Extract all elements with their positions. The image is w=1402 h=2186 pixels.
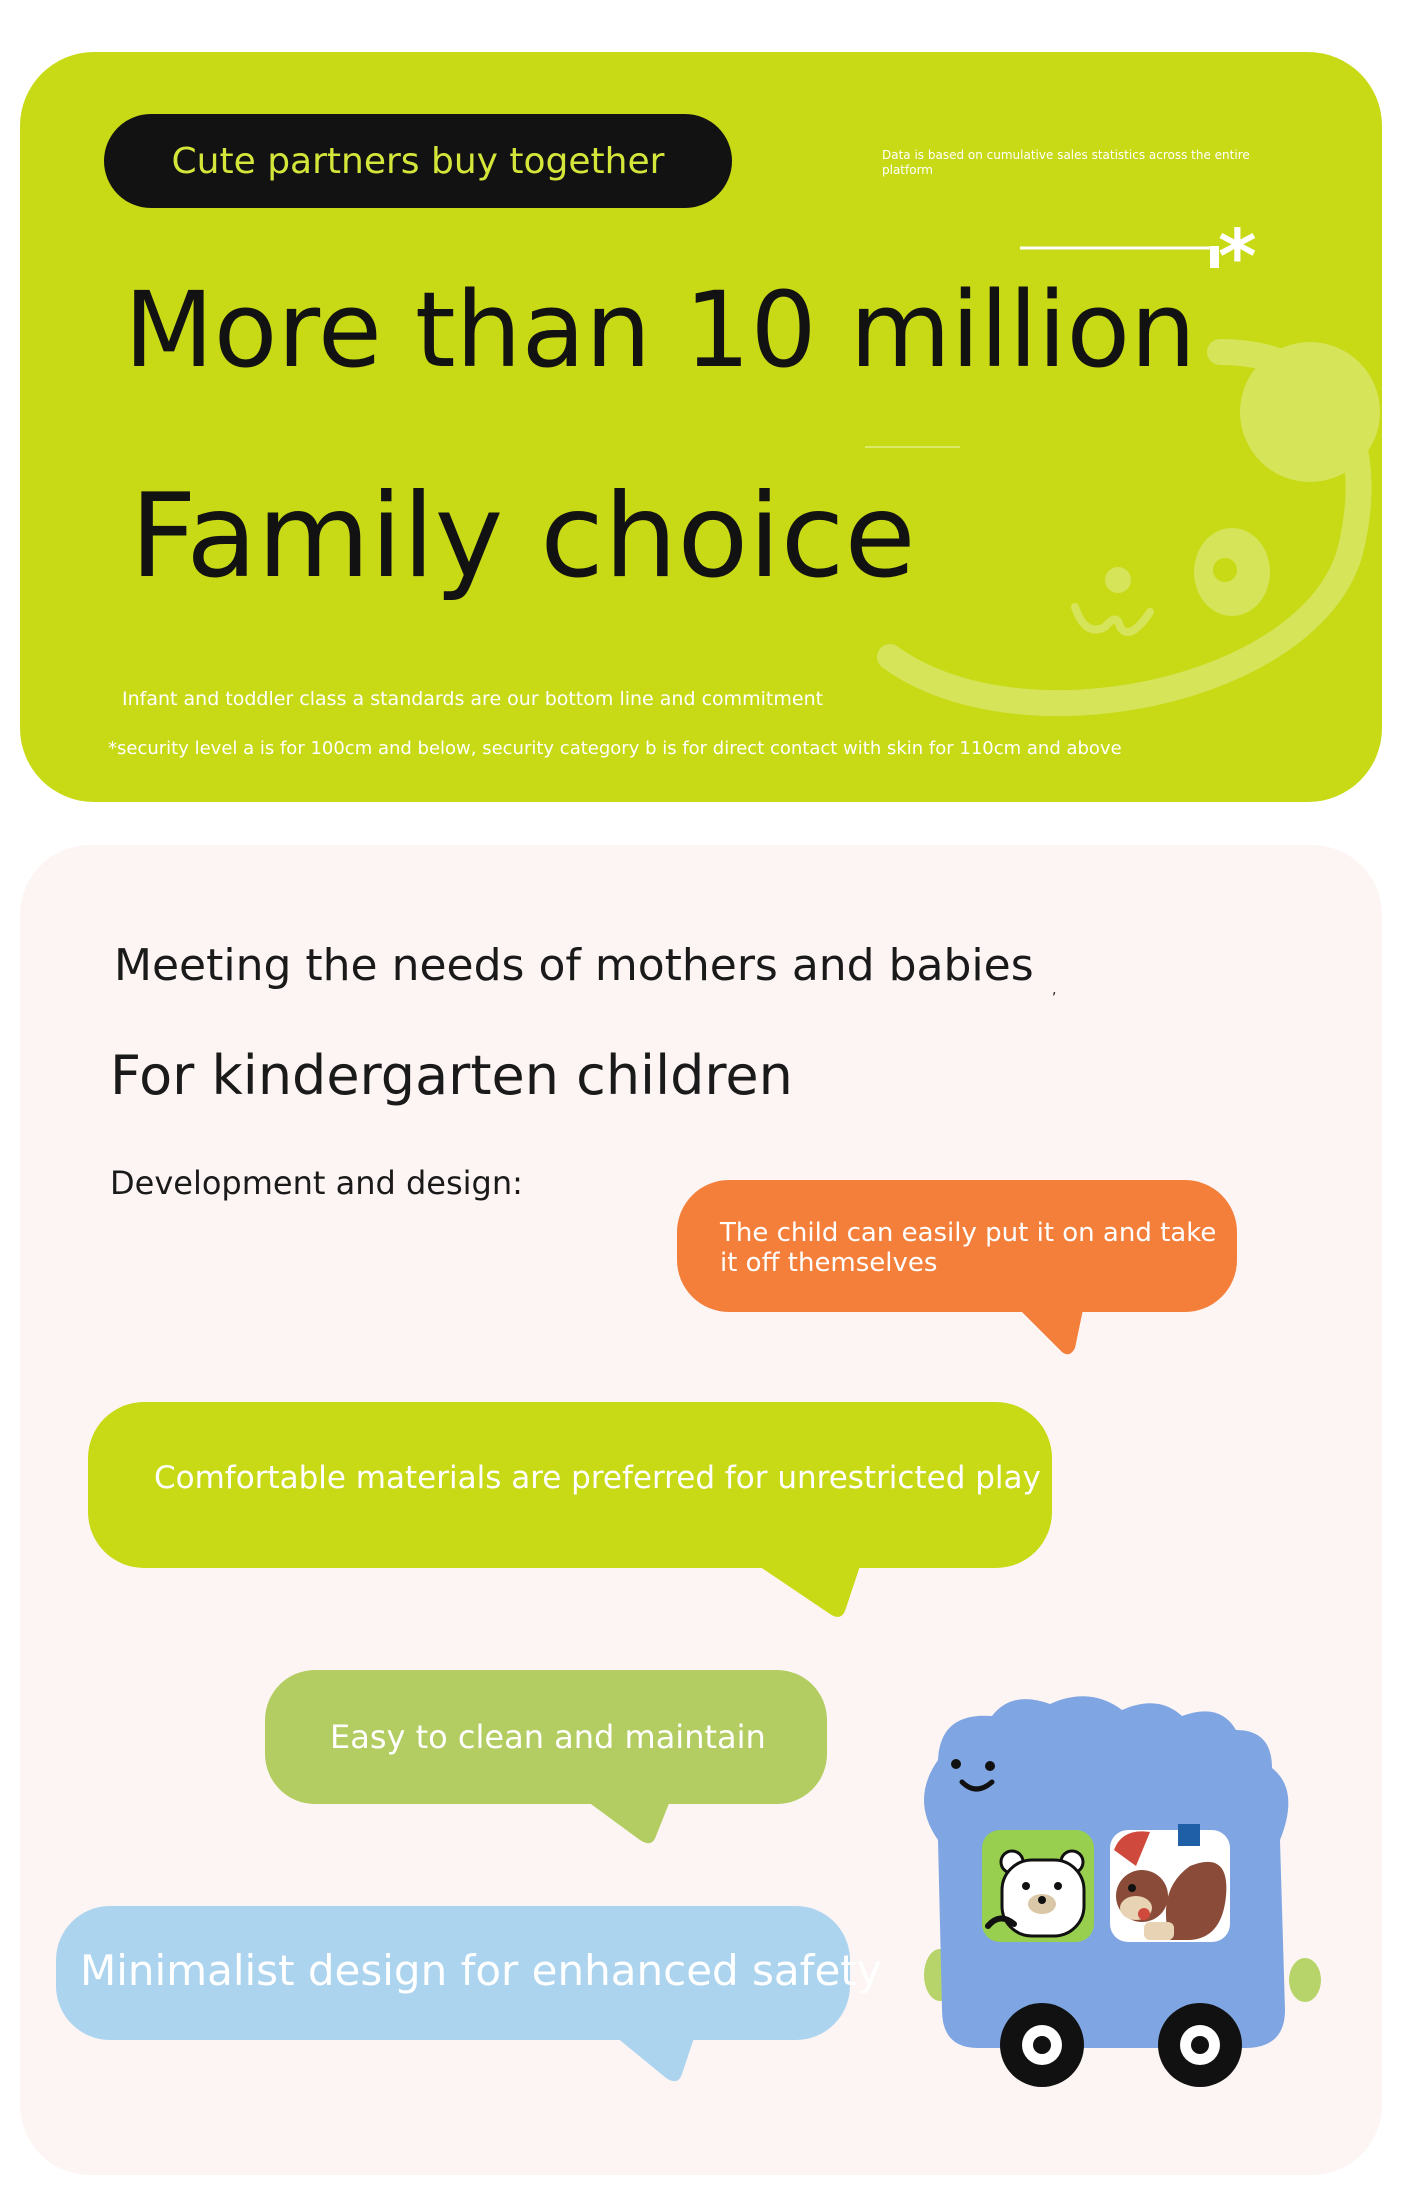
- needs-heading-mark: ,: [1052, 982, 1057, 998]
- squirrel-passenger-icon: [1110, 1824, 1230, 1942]
- headline-million: More than 10 million: [124, 269, 1197, 391]
- standard-commitment-note: Infant and toddler class a standards are our bottom line and commitment: [122, 688, 824, 710]
- bubble-comfortable-materials: Comfortable materials are preferred for unrestricted play: [154, 1460, 1041, 1496]
- kindergarten-heading: For kindergarten children: [110, 1044, 793, 1107]
- data-source-note: Data is based on cumulative sales statistics across the entire platform: [882, 148, 1250, 177]
- bus-illustration-icon: [900, 1690, 1350, 2110]
- security-level-note: *security level a is for 100cm and below, security category b is for direct contact with skin for 110cm and above: [108, 738, 1122, 759]
- buy-together-label: Cute partners buy together: [171, 140, 665, 182]
- speech-bubble-2: [88, 1402, 1052, 1617]
- bubble-easy-dressing: The child can easily put it on and take it off themselves: [720, 1218, 1217, 1278]
- asterisk-mark: *: [1218, 214, 1257, 300]
- bubble-easy-clean: Easy to clean and maintain: [330, 1718, 766, 1756]
- speech-bubble-3: [265, 1670, 827, 1843]
- bear-passenger-icon: [982, 1830, 1094, 1942]
- headline-family-choice: Family choice: [130, 469, 916, 604]
- development-design-label: Development and design:: [110, 1164, 523, 1202]
- bubble-minimalist-safety: Minimalist design for enhanced safety: [80, 1946, 882, 1995]
- needs-heading: Meeting the needs of mothers and babies: [114, 940, 1034, 991]
